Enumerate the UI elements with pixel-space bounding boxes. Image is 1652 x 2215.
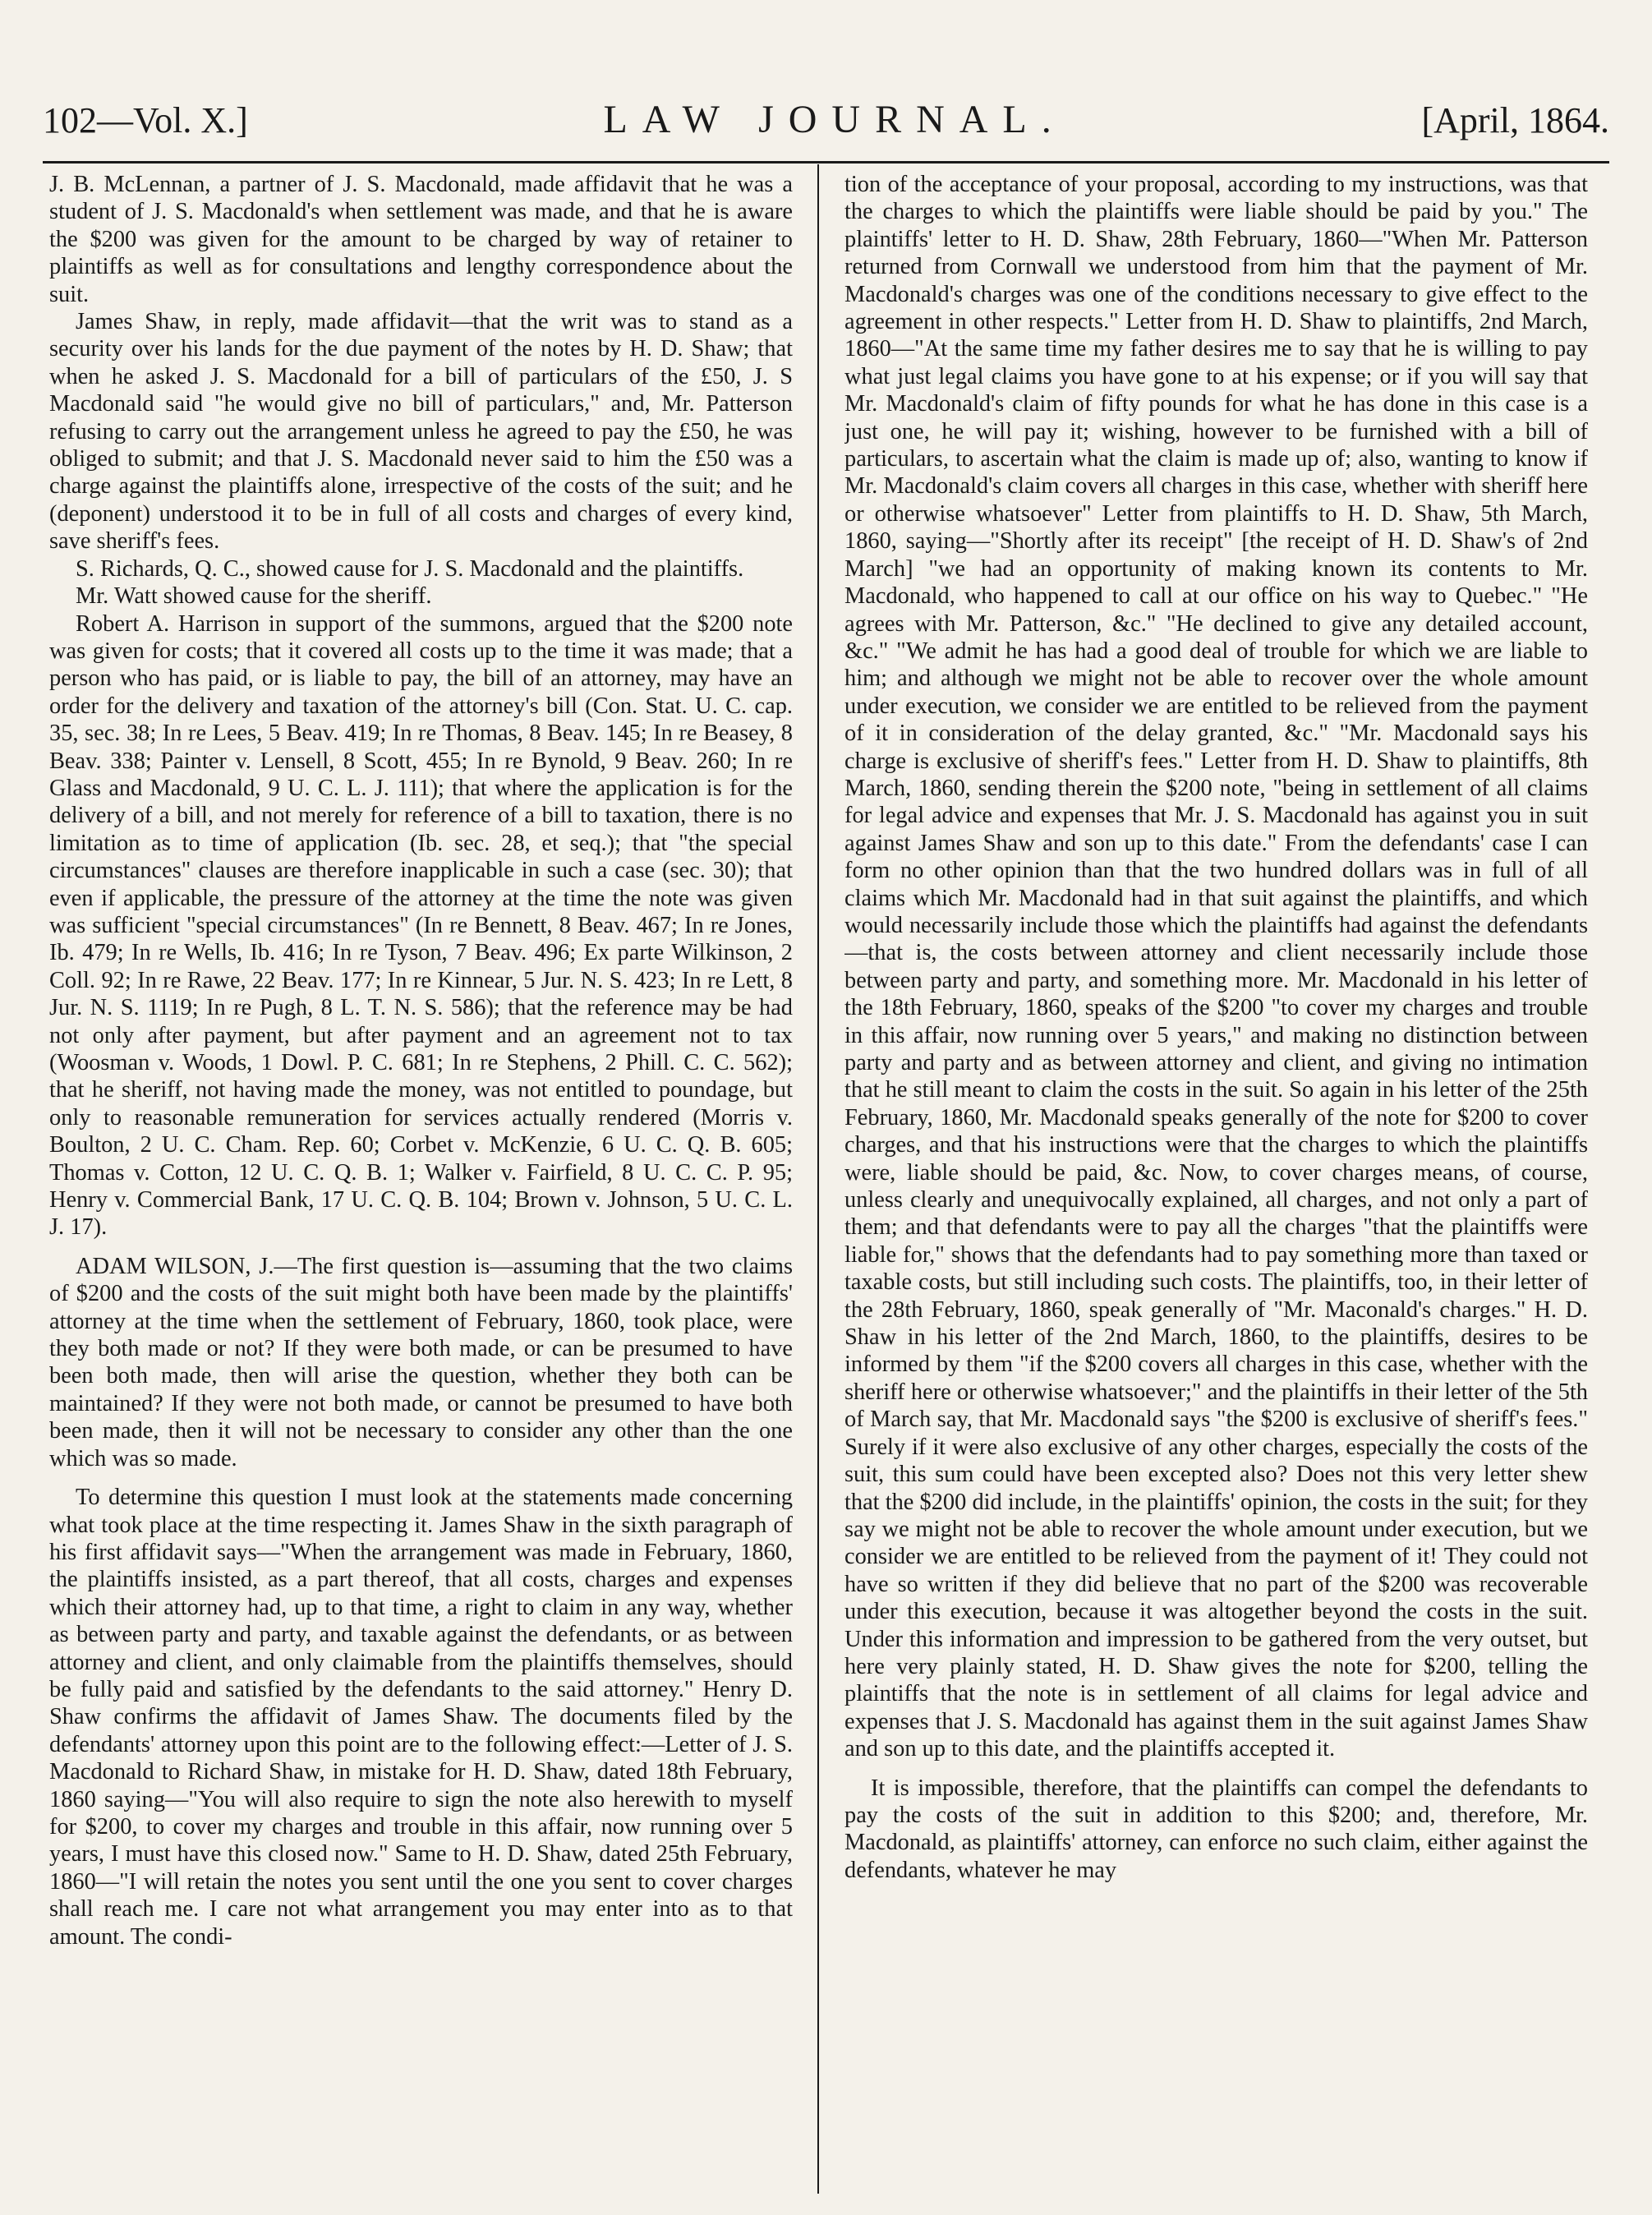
header-rule (43, 161, 1609, 163)
column-divider (817, 164, 819, 2194)
left-column (49, 171, 793, 2192)
paragraph: J. B. McLennan, a partner of J. S. Macdonald, made affidavit that he was a student of J. S. Macdonald's when settlement was made, and that he is aware the $200 was given for the amount to be charged by way of retainer to plaintiffs as well as for consultations and lengthy correspondence about the suit. (49, 172, 793, 307)
right-column (844, 171, 1588, 2192)
paragraph: tion of the acceptance of your proposal, according to my instructions, was that the charges to which the plaintiffs were liable should be paid by you." The plaintiffs' letter to H. D. Shaw, 28th February, 1860—"When Mr. Patterson returned from Cornwall we understood from him that the payment of Mr. Macdonald's charges was one of the conditions necessary to give effect to the agreement in other respects." Letter from H. D. Shaw to plaintiffs, 2nd March, 1860—"At the same time my father desires me to say that he is willing to pay what just legal claims you have gone to at his expense; or if you will say that Mr. Macdonald's claim of fifty pounds for what he has done in this case is a just one, he will pay it; wishing, however to be furnished with a bill of particulars, to ascertain what the claim is made up of; also, wanting to know if Mr. Macdonald's claim covers all charges in this case, whether with sheriff here or otherwise whatsoever" Letter from plaintiffs to H. D. Shaw, 5th March, 1860, saying—"Shortly after its receipt" [the receipt of H. D. Shaw's of 2nd March] "we had an opportunity of making known its contents to Mr. Macdonald, who happened to call at our office on his way to Quebec." "He agrees with Mr. Patterson, &c." "He declined to give any detailed account, &c." "We admit he has had a good deal of trouble for which we are liable to him; and although we might not be able to recover over the whole amount under execution, we consider we are entitled to be relieved from the payment of it in consideration of the delay granted, &c." "Mr. Macdonald says his charge is exclusive of sheriff's fees." Letter from H. D. Shaw to plaintiffs, 8th March, 1860, sending therein the $200 note, "being in settlement of all claims for legal advice and expenses that Mr. J. S. Macdonald has against you in suit against James Shaw and son up to this date." From the defendants' case I can form no other opinion than that the two hundred dollars was in full of all claims which Mr. Macdonald had in that suit against the plaintiffs, and which would necessarily include those which the plaintiffs had against the defendants—that is, the costs between attorney and client necessarily include those between party and party, and something more. Mr. Macdonald in his letter of the 18th February, 1860, speaks of the $200 "to cover my charges and trouble in this affair, now running over 5 years," and making no distinction between party and party and as between attorney and client, and giving no intimation that he still meant to claim the costs in the suit. So again in his letter of the 25th February, 1860, Mr. Macdonald speaks generally of the note for $200 to cover charges, and that his instructions were that the charges to which the plaintiffs were, liable should be paid, &c. Now, to cover charges means, of course, unless clearly and unequivocally explained, all charges, and not only a part of them; and that defendants were to pay all the charges "that the plaintiffs were liable for," shows that the defendants had to pay something more than taxed or taxable costs, but still including such costs. The plaintiffs, too, in their letter of the 28th February, 1860, speak generally of "Mr. Maconald's charges." H. D. Shaw in his letter of the 2nd March, 1860, to the plaintiffs, desires to be informed by them "if the $200 covers all charges in this case, whether with the sheriff here or otherwise whatsoever;" and the plaintiffs in their letter of the 5th of March say, that Mr. Macdonald says "the $200 is exclusive of sheriff's fees." Surely if it were also exclusive of any other charges, especially the costs of the suit, this sum could have been excepted also? Does not this very letter shew that the $200 did include, in the plaintiffs' opinion, the costs in the suit; for they say we might not be able to recover the whole amount under execution, but we consider we are entitled to be relieved from the payment of it! They could not have so written if they did believe that no part of the $200 was recoverable under this execution, because it was altogether beyond the costs in the suit. Under this information and impression to be gathered from the very outset, but here very plainly stated, H. D. Shaw gives the note for $200, telling the plaintiffs that the note is in settlement of all claims for legal advice and expenses that J. S. Macdonald has against them in the suit against James Shaw and son up to this date, and the plaintiffs accepted it. (844, 172, 1588, 1762)
paragraph: It is impossible, therefore, that the plaintiffs can compel the defendants to pay the costs of the suit in addition to this $200; and, therefore, Mr. Macdonald, as plaintiffs' attorney, can enforce no such claim, either against the defendants, whatever he may (844, 1775, 1588, 1883)
paragraph: S. Richards, Q. C., showed cause for J. S. Macdonald and the plaintiffs. (76, 555, 744, 582)
issue-date: [April, 1864. (1421, 100, 1609, 140)
page-header (43, 97, 1609, 154)
page-number-volume: 102—Vol. X.] (43, 100, 248, 140)
paragraph: ADAM WILSON, J.—The first question is—assuming that the two claims of $200 and the costs of the suit might both have been made by the plaintiffs' attorney at the time when the settlement of February, 1860, took place, were they both made or not? If they were both made, or can be presumed to have been both made, then will arise the question, whether they both can be maintained? If they were not both made, or cannot be presumed to have both been made, then it will not be necessary to consider any other than the one which was so made. (49, 1253, 793, 1471)
paragraph: Robert A. Harrison in support of the summons, argued that the $200 note was given for costs; that it covered all costs up to the time it was made; that a person who has paid, or is liable to pay, the bill of an attorney, may have an order for the delivery and taxation of the attorney's bill (Con. Stat. U. C. cap. 35, sec. 38; In re Lees, 5 Beav. 419; In re Thomas, 8 Beav. 145; In re Beasey, 8 Beav. 338; Painter v. Lensell, 8 Scott, 455; In re Bynold, 9 Beav. 260; In re Glass and Macdonald, 9 U. C. L. J. 111); that where the application is for the delivery of a bill, and not merely for reference of a bill to taxation, there is no limitation as to time of application (Ib. sec. 28, et seq.); that "the special circumstances" clauses are therefore inapplicable in such a case (sec. 30); that even if applicable, the pressure of the attorney at the time the note was given was sufficient "special circumstances" (In re Bennett, 8 Beav. 467; In re Jones, Ib. 479; In re Wells, Ib. 416; In re Tyson, 7 Beav. 496; Ex parte Wilkinson, 2 Coll. 92; In re Rawe, 22 Beav. 177; In re Kinnear, 5 Jur. N. S. 423; In re Lett, 8 Jur. N. S. 1119; In re Pugh, 8 L. T. N. S. 586); that the reference may be had not only after payment, but after payment and an agreement not to tax (Woosman v. Woods, 1 Dowl. P. C. 681; In re Stephens, 2 Phill. C. C. 562); that he sheriff, not having made the money, was not entitled to poundage, but only to reasonable remuneration for services actually rendered (Morris v. Boulton, 2 U. C. Cham. Rep. 60; Corbet v. McKenzie, 6 U. C. Q. B. 605; Thomas v. Cotton, 12 U. C. Q. B. 1; Walker v. Fairfield, 8 U. C. C. P. 95; Henry v. Commercial Bank, 17 U. C. Q. B. 104; Brown v. Johnson, 5 U. C. L. J. 17). (49, 610, 793, 1241)
paragraph: Mr. Watt showed cause for the sheriff. (76, 583, 432, 610)
paragraph: James Shaw, in reply, made affidavit—that the writ was to stand as a security over his lands for the due payment of the notes by H. D. Shaw; that when he asked J. S. Macdonald for a bill of particulars of the £50, J. S Macdonald said "he would give no bill of particulars," and, Mr. Patterson refusing to carry out the arrangement unless he agreed to pay the £50, he was obliged to submit; and that J. S. Macdonald never said to him the £50 was a charge against the plaintiffs alone, irrespective of the costs of the suit; and he (deponent) understood it to be in full of all costs and charges of every kind, save sheriff's fees. (49, 309, 793, 555)
paragraph: To determine this question I must look at the statements made concerning what took place at the time respecting it. James Shaw in the sixth paragraph of his first affidavit says—"When the arrangement was made in February, 1860, the plaintiffs insisted, as a part thereof, that all costs, charges and expenses which their attorney had, up to that time, a right to claim in any way, whether as between party and party, and taxable against the defendants, or as between attorney and client, and only claimable from the plaintiffs themselves, should be fully paid and satisfied by the defendants to the said attorney." Henry D. Shaw confirms the affidavit of James Shaw. The documents filed by the defendants' attorney upon this point are to the following effect:—Letter of J. S. Macdonald to Richard Shaw, in mistake for H. D. Shaw, dated 18th February, 1860 saying—"You will also require to sign the note also herewith to myself for $200, to cover my charges and trouble in this affair, now running over 5 years, I must have this closed now." Same to H. D. Shaw, dated 25th February, 1860—"I will retain the notes you sent until the one you sent to cover charges shall reach me. I care not what arrangement you may enter into as to that amount. The condi- (49, 1485, 793, 1950)
journal-title: LAW JOURNAL. (603, 98, 1066, 141)
